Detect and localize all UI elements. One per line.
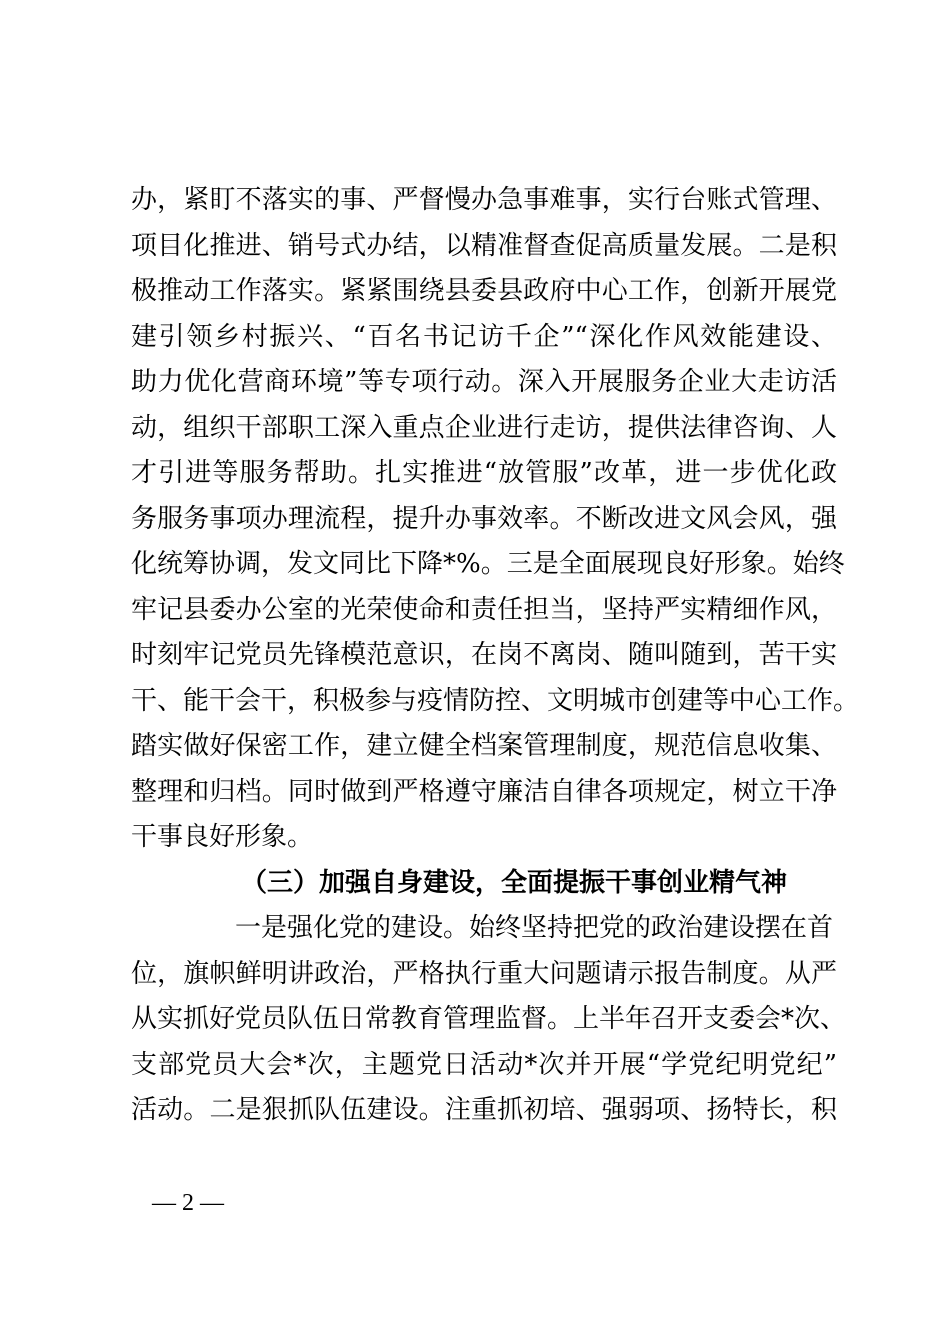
section-line-3: 从实抓好党员队伍日常教育管理监督。上半年召开支委会*次、 — [131, 1004, 847, 1034]
section-line-4: 支部党员大会*次，主题党日活动*次并开展“学党纪明党纪” — [131, 1049, 837, 1080]
body-line-14: 整理和归档。同时做到严格遵守廉洁自律各项规定，树立干净 — [131, 776, 837, 807]
body-line-8: 务服务事项办理流程，提升办事效率。不断改进文风会风，强 — [131, 503, 837, 534]
body-line-1: 办，紧盯不落实的事、严督慢办急事难事，实行台账式管理、 — [131, 185, 837, 215]
body-line-12: 干、能干会干，积极参与疫情防控、文明城市创建等中心工作。 — [131, 685, 860, 716]
section-heading: （三）加强自身建设，全面提振干事创业精气神 — [241, 867, 788, 898]
body-line-13: 踏实做好保密工作，建立健全档案管理制度，规范信息收集、 — [131, 731, 837, 761]
body-line-6: 动，组织干部职工深入重点企业进行走访，提供法律咨询、人 — [131, 412, 837, 443]
section-line-1: 一是强化党的建设。始终坚持把党的政治建设摆在首 — [235, 913, 834, 943]
body-line-4: 建引领乡村振兴、“百名书记访千企”“深化作风效能建设、 — [131, 321, 837, 352]
section-line-5: 活动。二是狠抓队伍建设。注重抓初培、强弱项、扬特长，积 — [131, 1095, 837, 1125]
body-line-2: 项目化推进、销号式办结，以精准督查促高质量发展。二是积 — [131, 230, 837, 261]
body-line-10: 牢记县委办公室的光荣使命和责任担当，坚持严实精细作风， — [131, 594, 837, 625]
body-line-3: 极推动工作落实。紧紧围绕县委县政府中心工作，创新开展党 — [131, 276, 837, 306]
body-line-7: 才引进等服务帮助。扎实推进“放管服”改革，进一步优化政 — [131, 458, 837, 488]
body-line-5: 助力优化营商环境”等专项行动。深入开展服务企业大走访活 — [131, 367, 837, 397]
body-line-11: 时刻牢记党员先锋模范意识，在岗不离岗、随叫随到，苦干实 — [131, 640, 837, 670]
document-body — [131, 178, 860, 1134]
page-number: — 2 — — [152, 1190, 224, 1216]
body-line-15: 干事良好形象。 — [131, 822, 314, 852]
body-line-9: 化统筹协调，发文同比下降*%。三是全面展现良好形象。始终 — [131, 549, 845, 579]
section-line-2: 位，旗帜鲜明讲政治，严格执行重大问题请示报告制度。从严 — [131, 958, 837, 989]
